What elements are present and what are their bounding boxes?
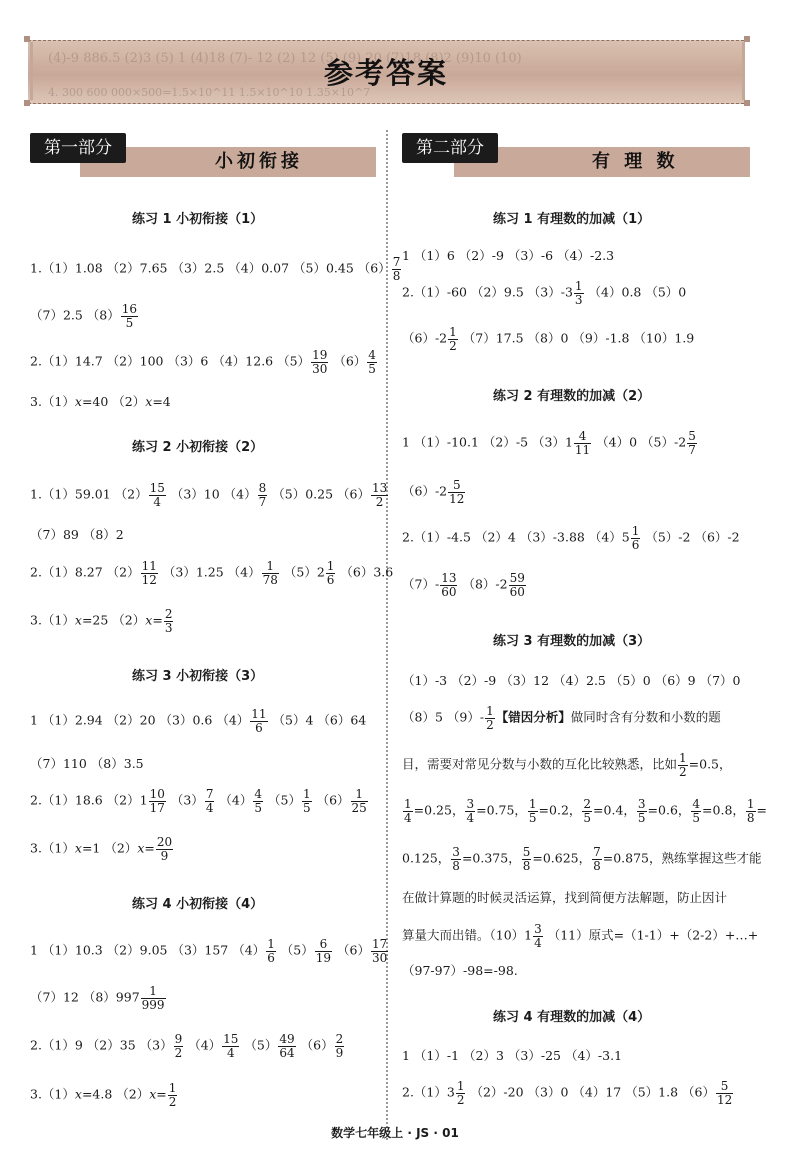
fraction: $\frac{2}{5}$ [583,797,592,825]
fraction: $\frac{1}{3}$ [574,279,583,307]
p2-ex4-line1: 1 （1）-1 （2）3 （3）-25 （4）-3.1 [402,1048,623,1063]
page-title: 参考答案 [323,56,448,90]
p2-ex3-line8: （97-97）-98=-98. [402,963,518,978]
fraction: $\frac{15}{4}$ [223,1032,239,1060]
p1-ex4-line4: 3.（1）x=4.8 （2）x= $\frac{1}{2}$ [30,1081,177,1109]
fraction: $\frac{1}{4}$ [404,797,412,825]
fraction: $\frac{6}{19}$ [315,937,332,965]
fraction: $\frac{13}{60}$ [441,571,457,599]
error-analysis-label: 【错因分析】 [495,709,571,725]
p2-ex2-line2: （6）-2 $\frac{5}{12}$ [402,478,465,506]
fraction: $\frac{1}{2}$ [168,1081,177,1109]
header-banner [28,40,744,104]
p2-ex3-line5: 0.125， $\frac{3}{8}$ =0.375， $\frac{5}{8}$ =0.625， $\frac{7}{8}$ =0.875，熟练掌握这些才能 [402,845,762,873]
fraction: $\frac{4}{5}$ [368,348,376,376]
fraction: $\frac{13}{2}$ [371,481,388,509]
p2-ex3-line4: $\frac{1}{4}$ =0.25， $\frac{3}{4}$ =0.75， $\frac{1}{5}$ =0.2， $\frac{2}{5}$ =0.4， $\frac{3}{5}$ =0.6， $\frac{4}{5}$ =0.8， $\frac{1}{8}$ = [404,797,768,825]
p2-ex2-title: 练习 2 有理数的加减（2） [493,389,651,404]
p1-ex4-line1: 1 （1）10.3 （2）9.05 （3）157 （4） $\frac{1}{6}$ （5） $\frac{6}{19}$ （6） $\frac{17}{30}$ [30,937,388,965]
fraction: $\frac{11}{6}$ [251,707,267,735]
fraction: $\frac{1}{2}$ [449,325,457,353]
fraction: $\frac{1}{6}$ [326,559,335,587]
fraction: $\frac{5}{12}$ [449,478,465,506]
p1-ex3-line3: 2.（1）18.6 （2）1 $\frac{10}{17}$ （3） $\frac{7}{4}$ （4） $\frac{4}{5}$ （5） $\frac{1}{5}$ （6） $\frac{1}{25}$ [30,787,367,815]
p1-ex3-line1: 1 （1）2.94 （2）20 （3）0.6 （4） $\frac{11}{6}$ （5）4 （6）64 [30,707,367,735]
p2-ex3-line1: （1）-3 （2）-9 （3）12 （4）2.5 （5）0 （6）9 （7）0 [402,673,741,688]
p2-ex2-line3: 2.（1）-4.5 （2）4 （3）-3.88 （4）5 $\frac{1}{6}$ （5）-2 （6）-2 [402,524,740,552]
fraction: $\frac{19}{30}$ [312,348,328,376]
part1-bar-title: 小初衔接 [215,151,303,172]
fraction: $\frac{5}{8}$ [522,845,531,873]
banner-corner-ornament-right [740,36,756,106]
p2-ex3-line3: 目，需要对常见分数与小数的互化比较熟悉，比如 $\frac{1}{2}$ =0.5， [402,751,732,779]
p1-ex2-line2: （7）89 （8）2 [30,527,124,542]
fraction: $\frac{4}{11}$ [574,429,591,457]
fraction: $\frac{1}{5}$ [302,787,311,815]
fraction: $\frac{7}{4}$ [205,787,214,815]
p1-ex2-line3: 2.（1）8.27 （2） $\frac{11}{12}$ （3）1.25 （4） $\frac{1}{78}$ （5）2 $\frac{1}{6}$ （6）3.6 [30,559,394,587]
p2-ex3-title: 练习 3 有理数的加减（3） [493,634,651,649]
p1-ex1-title: 练习 1 小初衔接（1） [132,212,264,227]
fraction: $\frac{1}{999}$ [141,984,165,1012]
p2-ex2-line4: （7）- $\frac{13}{60}$ （8）-2 $\frac{59}{60}$ [402,571,525,599]
p2-ex1-title: 练习 1 有理数的加减（1） [493,212,651,227]
fraction: $\frac{4}{5}$ [692,797,701,825]
p1-ex3-line4: 3.（1）x=1 （2）x= $\frac{20}{9}$ [30,835,173,863]
part2-tab: 第二部分 [402,133,498,163]
fraction: $\frac{16}{5}$ [121,302,138,330]
banner-corner-ornament-left [20,36,36,106]
part2-bar-title: 有 理 数 [592,151,679,172]
part2-header [402,133,754,177]
fraction: $\frac{49}{64}$ [279,1032,295,1060]
p2-ex1-line1: 1 （1）6 （2）-9 （3）-6 （4）-2.3 [402,248,615,263]
p2-ex1-line2: 2.（1）-60 （2）9.5 （3）-3 $\frac{1}{3}$ （4）0.8 （5）0 [402,279,687,307]
banner-faint-text-bottom: 4. 300 600 000×500=1.5×10^11 1.5×10^10 1.35×10^7 [48,86,371,99]
p2-ex4-line2: 2.（1）3 $\frac{1}{2}$ （2）-20 （3）0 （4）17 （5）1.8 （6） $\frac{5}{12}$ [402,1079,733,1107]
fraction: $\frac{8}{7}$ [258,481,267,509]
fraction: $\frac{1}{8}$ [746,797,755,825]
fraction: $\frac{2}{3}$ [164,607,173,635]
fraction: $\frac{1}{2}$ [456,1079,465,1107]
p2-ex3-line7: 算量大而出错。（10）1 $\frac{3}{4}$ （11）原式=（1-1）+（2-2）+…+ [402,922,759,950]
fraction: $\frac{3}{4}$ [534,922,542,950]
p2-ex2-line1: 1 （1）-10.1 （2）-5 （3）1 $\frac{4}{11}$ （4）0 （5）-2 $\frac{5}{7}$ [402,429,696,457]
fraction: $\frac{20}{9}$ [156,835,173,863]
p1-ex4-title: 练习 4 小初衔接（4） [132,897,264,912]
p1-ex1-line4: 3.（1）x=40 （2）x=4 [30,394,171,409]
fraction: $\frac{1}{25}$ [351,787,367,815]
fraction: $\frac{1}{6}$ [631,524,640,552]
p1-ex2-title: 练习 2 小初衔接（2） [132,440,264,455]
p2-ex3-line6: 在做计算题的时候灵活运算，找到简便方法解题，防止因计 [402,890,728,905]
p1-ex2-line4: 3.（1）x=25 （2）x= $\frac{2}{3}$ [30,607,173,635]
fraction: $\frac{1}{5}$ [528,797,537,825]
fraction: $\frac{5}{7}$ [688,429,696,457]
fraction: $\frac{3}{4}$ [466,797,475,825]
part1-tab: 第一部分 [30,133,126,163]
part1-header [30,133,378,177]
p1-ex1-line1: 1.（1）1.08 （2）7.65 （3）2.5 （4）0.07 （5）0.45 （6） $\frac{7}{8}$ [30,255,401,283]
p1-ex3-title: 练习 3 小初衔接（3） [132,669,264,684]
fraction: $\frac{4}{5}$ [254,787,263,815]
p2-ex4-title: 练习 4 有理数的加减（4） [493,1010,651,1025]
fraction: $\frac{10}{17}$ [149,787,165,815]
p1-ex4-line2: （7）12 （8）997 $\frac{1}{999}$ [30,984,165,1012]
fraction: $\frac{3}{8}$ [452,845,460,873]
fraction: $\frac{1}{6}$ [267,937,275,965]
banner-faint-text: (4)-9 886.5 (2)3 (5) 1 (4)18 (7)- 12 (2) 12 (5) (9) 20 (7)18 (8)2 (9)10 (10) [48,51,522,66]
fraction: $\frac{1}{78}$ [262,559,278,587]
fraction: $\frac{59}{60}$ [509,571,525,599]
p1-ex3-line2: （7）110 （8）3.5 [30,756,144,771]
fraction: $\frac{2}{9}$ [335,1032,344,1060]
page-footer: 数学七年级上 · JS · 01 [331,1126,459,1140]
p1-ex1-line2: （7）2.5 （8） $\frac{16}{5}$ [30,302,138,330]
p2-ex1-line3: （6）-2 $\frac{1}{2}$ （7）17.5 （8）0 （9）-1.8 （10）1.9 [402,325,695,353]
p1-ex2-line1: 1.（1）59.01 （2） $\frac{15}{4}$ （3）10 （4） $\frac{8}{7}$ （5）0.25 （6） $\frac{13}{2}$ [30,481,388,509]
p1-ex4-line3: 2.（1）9 （2）35 （3） $\frac{9}{2}$ （4） $\frac{15}{4}$ （5） $\frac{49}{64}$ （6） $\frac{2}{9}$ [30,1032,344,1060]
fraction: $\frac{11}{12}$ [141,559,157,587]
fraction: $\frac{3}{5}$ [637,797,646,825]
fraction: $\frac{7}{8}$ [392,255,401,283]
fraction: $\frac{1}{2}$ [486,704,494,732]
p2-ex3-line2: （8）5 （9）- $\frac{1}{2}$ 【错因分析】做同时含有分数和小数的题 [402,704,721,732]
fraction: $\frac{17}{30}$ [371,937,388,965]
fraction: $\frac{15}{4}$ [149,481,165,509]
fraction: $\frac{1}{2}$ [679,751,687,779]
fraction: $\frac{5}{12}$ [716,1079,733,1107]
fraction: $\frac{7}{8}$ [593,845,601,873]
fraction: $\frac{9}{2}$ [174,1032,183,1060]
p1-ex1-line3: 2.（1）14.7 （2）100 （3）6 （4）12.6 （5） $\frac{19}{30}$ （6） $\frac{4}{5}$ [30,348,376,376]
